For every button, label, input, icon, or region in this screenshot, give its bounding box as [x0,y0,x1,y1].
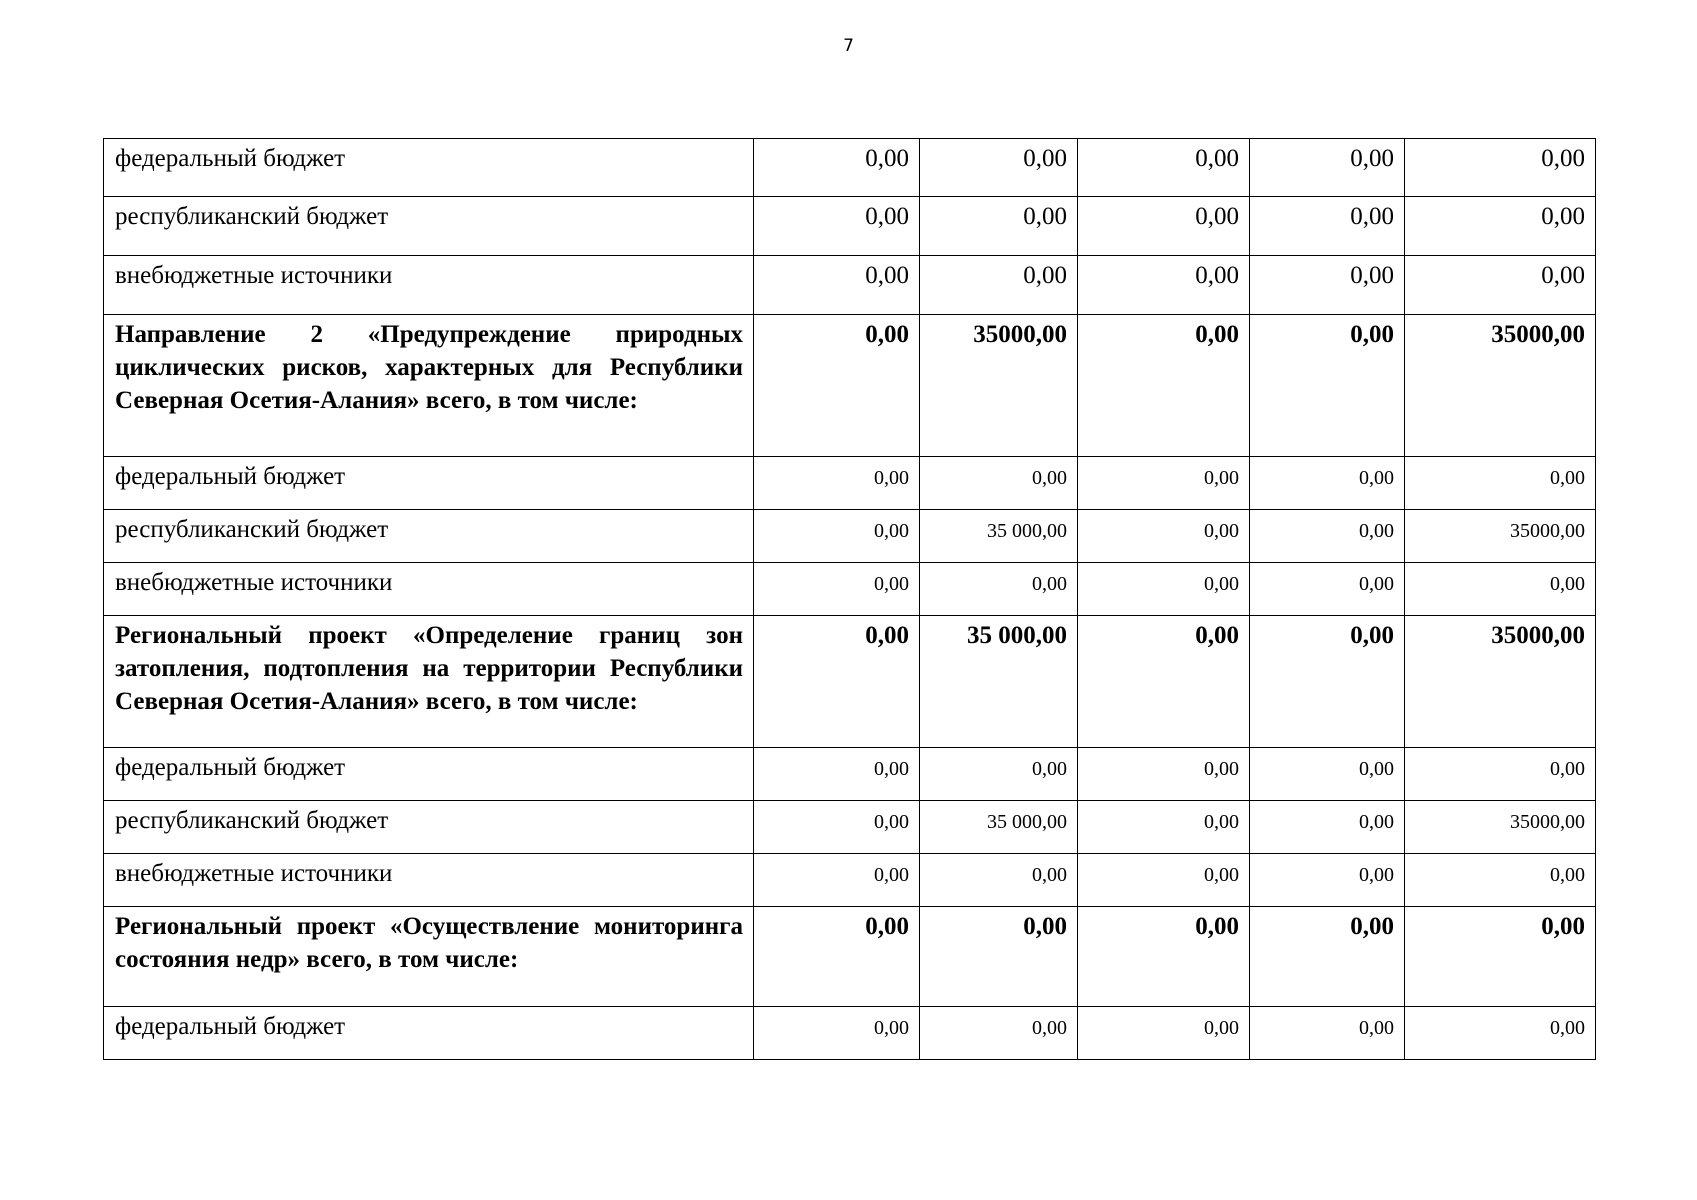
value-cell: 0,00 [754,256,920,315]
value-cell: 35000,00 [920,315,1078,457]
value-cell: 0,00 [920,748,1078,801]
table-row-section [104,907,1596,1007]
value-cell: 0,00 [1078,457,1250,510]
row-label: федеральный бюджет [104,1007,754,1060]
value-cell: 0,00 [754,457,920,510]
value-cell: 0,00 [754,748,920,801]
value-cell: 0,00 [1078,616,1250,748]
value-cell: 0,00 [1250,315,1405,457]
value-cell: 0,00 [920,854,1078,907]
value-cell: 0,00 [754,854,920,907]
value-cell: 0,00 [1405,256,1596,315]
table-row-section [104,616,1596,748]
value-cell: 35 000,00 [920,616,1078,748]
table-row [104,457,1596,510]
value-cell: 0,00 [1250,197,1405,256]
value-cell: 0,00 [920,907,1078,1007]
value-cell: 0,00 [920,256,1078,315]
value-cell: 35000,00 [1405,510,1596,563]
budget-table [103,138,1596,1060]
value-cell: 0,00 [1078,197,1250,256]
value-cell: 0,00 [1250,457,1405,510]
budget-table-body [104,139,1596,1060]
row-label: внебюджетные источники [104,563,754,616]
row-label: республиканский бюджет [104,801,754,854]
value-cell: 0,00 [754,907,920,1007]
value-cell: 0,00 [1405,907,1596,1007]
value-cell: 0,00 [1250,256,1405,315]
value-cell: 0,00 [1078,748,1250,801]
row-label: федеральный бюджет [104,139,754,197]
row-label: Региональный проект «Осуществление мониторинга состояния недр» всего, в том числе: [104,907,754,1007]
value-cell: 0,00 [1405,854,1596,907]
value-cell: 0,00 [1405,197,1596,256]
value-cell: 0,00 [754,197,920,256]
value-cell: 0,00 [754,139,920,197]
row-label: внебюджетные источники [104,854,754,907]
value-cell: 35000,00 [1405,616,1596,748]
value-cell: 0,00 [754,563,920,616]
value-cell: 0,00 [1078,256,1250,315]
value-cell: 0,00 [1250,510,1405,563]
table-row [104,256,1596,315]
value-cell: 0,00 [1078,801,1250,854]
value-cell: 0,00 [754,510,920,563]
row-label: республиканский бюджет [104,510,754,563]
value-cell: 0,00 [1078,1007,1250,1060]
value-cell: 0,00 [1078,907,1250,1007]
value-cell: 35000,00 [1405,315,1596,457]
value-cell: 0,00 [1078,563,1250,616]
table-row [104,748,1596,801]
value-cell: 0,00 [1405,457,1596,510]
value-cell: 0,00 [1405,1007,1596,1060]
value-cell: 0,00 [1250,748,1405,801]
row-label: внебюджетные источники [104,256,754,315]
row-label: Региональный проект «Определение границ зон затопления, подтопления на территории Республики Северная Осетия-Алания» всего, в том числе: [104,616,754,748]
value-cell: 0,00 [920,197,1078,256]
table-row [104,197,1596,256]
page-number: 7 [843,36,854,56]
value-cell: 0,00 [1250,801,1405,854]
table-row [104,854,1596,907]
value-cell: 0,00 [1078,315,1250,457]
value-cell: 0,00 [1078,854,1250,907]
value-cell: 0,00 [1250,907,1405,1007]
value-cell: 0,00 [1250,616,1405,748]
row-label: Направление 2 «Предупреждение природных циклических рисков, характерных для Республики Северная Осетия-Алания» всего, в том числе: [104,315,754,457]
value-cell: 0,00 [1078,139,1250,197]
value-cell: 0,00 [754,616,920,748]
value-cell: 0,00 [1405,139,1596,197]
value-cell: 0,00 [754,801,920,854]
value-cell: 0,00 [1250,563,1405,616]
value-cell: 0,00 [754,1007,920,1060]
value-cell: 0,00 [1250,1007,1405,1060]
value-cell: 35 000,00 [920,801,1078,854]
table-row [104,139,1596,197]
row-label: федеральный бюджет [104,748,754,801]
table-row [104,1007,1596,1060]
value-cell: 0,00 [1250,854,1405,907]
value-cell: 0,00 [920,139,1078,197]
row-label: федеральный бюджет [104,457,754,510]
value-cell: 35 000,00 [920,510,1078,563]
value-cell: 0,00 [1250,139,1405,197]
table-row-section [104,315,1596,457]
value-cell: 0,00 [920,563,1078,616]
value-cell: 0,00 [1405,563,1596,616]
table-row [104,510,1596,563]
table-row [104,563,1596,616]
row-label: республиканский бюджет [104,197,754,256]
value-cell: 0,00 [754,315,920,457]
value-cell: 0,00 [1405,748,1596,801]
value-cell: 0,00 [1078,510,1250,563]
value-cell: 35000,00 [1405,801,1596,854]
value-cell: 0,00 [920,457,1078,510]
table-row [104,801,1596,854]
value-cell: 0,00 [920,1007,1078,1060]
